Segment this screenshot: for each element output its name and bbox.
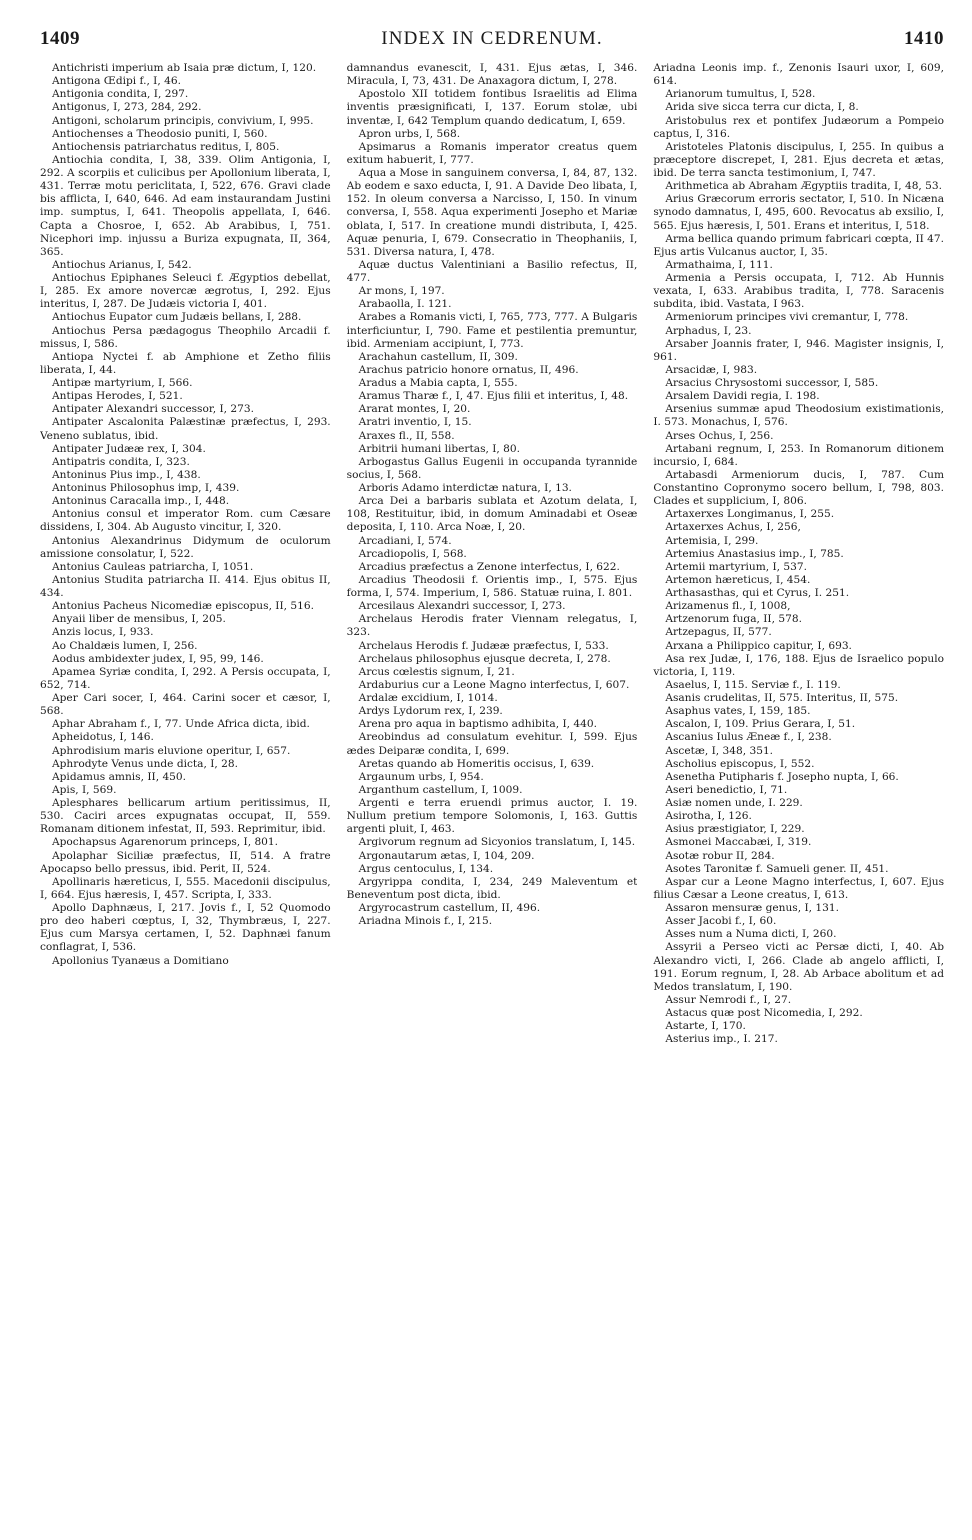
index-entry: Arithmetica ab Abraham Ægyptiis tradita, I, 48, 53. — [665, 180, 943, 193]
index-entry: Argenti e terra eruendi primus auctor, I. 19. Nullum pretium tempore Solomonis, I, 163. Guttis argenti pluit, I, 463. — [346, 797, 638, 836]
left-page-number: 1409 — [40, 28, 80, 49]
index-entry: Ascalon, I, 109. Prius Gerara, I, 51. — [665, 718, 856, 731]
index-entry: Anzis locus, I, 933. — [52, 626, 154, 639]
index-entry: damnandus evanescit, I, 431. Ejus ætas, I, 346. Miracula, I, 73, 431. De Anaxagora dictum, I, 278. — [346, 62, 638, 88]
index-entry: Antoninus Pius imp., I, 438. — [52, 468, 201, 481]
index-entry: Antipater Alexandri successor, I, 273. — [52, 403, 254, 416]
index-entry: Asius præstigiator, I, 229. — [665, 823, 805, 836]
index-entry: Antonius Studita patriarcha II. 414. Ejus obitus II, 434. — [40, 573, 331, 599]
index-entry: Antipas Herodes, I, 521. — [52, 390, 183, 403]
index-entry: Asses num a Numa dicti, I, 260. — [665, 928, 837, 941]
index-entry: Artaxerxes Achus, I, 256, — [665, 521, 801, 534]
index-entry: Antigonia condita, I, 297. — [52, 88, 189, 101]
index-entry: Areobindus ad consulatum evehitur. I, 599. Ejus ædes Deiparæ condita, I, 699. — [346, 731, 638, 757]
index-entry: Antiochus Arianus, I, 542. — [52, 258, 192, 271]
index-entry: Arachahun castellum, II, 309. — [358, 350, 518, 363]
index-entry: Antonius consul et imperator Rom. cum Cæsare dissidens, I, 304. Ab Augusto vincitur, I, 320. — [40, 508, 331, 534]
index-entry: Ascanius Iulus Æneæ f., I, 238. — [665, 731, 832, 744]
right-page-number: 1410 — [904, 28, 944, 49]
index-entry: Aradus a Mabia capta, I, 555. — [358, 377, 518, 389]
index-entry: Arida sive sicca terra cur dicta, I, 8. — [665, 101, 859, 114]
index-entry: Arsacius Chrysostomi successor, I, 585. — [665, 377, 879, 389]
index-entry: Apheidotus, I, 146. — [52, 731, 154, 744]
index-entry: Antonius Cauleas patriarcha, I, 1051. — [52, 560, 254, 573]
index-entry: Artabani regnum, I, 253. In Romanorum ditionem incursio, I, 684. — [653, 442, 944, 468]
page-title: INDEX IN CEDRENUM. — [381, 28, 603, 49]
index-entry: Asanis crudelitas, II, 575. Interitus, II, 575. — [665, 692, 899, 704]
index-entry: Argaunum urbs, I, 954. — [358, 770, 484, 783]
index-entry: Ascholius episcopus, I, 552. — [665, 757, 815, 770]
index-entry: Assaron mensuræ genus, I, 131. — [665, 902, 839, 914]
index-entry: Asser Jacobi f., I, 60. — [665, 915, 777, 928]
index-entry: Arcesilaus Alexandri successor, I, 273. — [358, 600, 566, 613]
index-entry: Antonius Pacheus Nicomediæ episcopus, II, 516. — [52, 600, 314, 613]
index-entry: Antipater Judææ rex, I, 304. — [52, 442, 206, 455]
index-entry: Arca Dei a barbaris sublata et Azotum delata, I, 108, Restituitur, ibid, in domum Aminadabi et Oseæ deposita, I, 110. Arca Noæ, I, 20. — [346, 495, 638, 534]
index-entry: Aquæ ductus Valentiniani a Basilio refectus, II, 477. — [346, 258, 638, 284]
index-entry: Apochapsus Agarenorum princeps, I, 801. — [52, 836, 279, 849]
index-entry: Artzenorum fuga, II, 578. — [665, 613, 802, 626]
index-entry: Artaxerxes Longimanus, I, 255. — [665, 508, 835, 521]
index-entry: Aphrodisium maris eluvione operitur, I, 657. — [52, 744, 291, 757]
index-entry: Apron urbs, I, 568. — [358, 127, 461, 140]
index-entry: Aspar cur a Leone Magno interfectus, I, 607. Ejus filius Cæsar a Leone creatus, I, 613. — [653, 875, 944, 901]
index-entry: Artemisia, I, 299. — [665, 534, 759, 547]
index-entry: Arcadiani, I, 574. — [358, 534, 452, 547]
index-entry: Antichristi imperium ab Isaia præ dictum, I, 120. — [52, 62, 317, 74]
index-entry: Aphrodyte Venus unde dicta, I, 28. — [52, 757, 238, 770]
index-entry: Antipatris condita, I, 323. — [52, 455, 190, 468]
index-entry: Antigoni, scholarum principis, convivium, I, 995. — [52, 114, 314, 127]
index-entry: Assyrii a Perseo victi ac Persæ dicti, I, 40. Ab Alexandro victi, I, 266. Clade ab angelo afflicti, I, 191. Eorum regnum, I, 28. Ab Arbace abolitum et ad Medos translatum, I, 190. — [653, 941, 944, 993]
index-entry: Argonautarum ætas, I, 104, 209. — [358, 849, 535, 862]
index-entry: Artabasdi Armeniorum ducis, I, 787. Cum Constantino Copronymo socero bellum, I, 798, 803. Clades et supplicium, I, 806. — [653, 468, 944, 508]
index-entry: Apis, I, 569. — [52, 783, 117, 796]
index-entry: Asaelus, I, 115. Serviæ f., I. 119. — [665, 678, 841, 691]
index-entry: Antipater Ascalonita Palæstinæ præfectus, I, 293. Veneno sublatus, ibid. — [40, 416, 331, 442]
index-entry: Archelaus Herodis frater Viennam relegatus, I, 323. — [346, 613, 638, 639]
index-entry: Antoninus Caracalla imp., I, 448. — [52, 495, 230, 508]
index-entry: Armathaima, I, 111. — [665, 258, 773, 271]
index-entry: Arabaolla, I. 121. — [358, 298, 452, 311]
index-entry: Antiochenses a Theodosio puniti, I, 560. — [52, 127, 268, 140]
index-entry: Aseri benedictio, I, 71. — [665, 783, 788, 796]
index-entry: Artemii martyrium, I, 537. — [665, 560, 808, 573]
index-entry: Ardys Lydorum rex, I, 239. — [358, 705, 503, 718]
index-entry: Arganthum castellum, I, 1009. — [358, 783, 523, 796]
index-entry: Apolaphar Siciliæ præfectus, II, 514. A fratre Apocapso bello pressus, ibid. Perit, II, 524. — [40, 849, 331, 875]
index-entry: Asotæ robur II, 284. — [665, 849, 775, 862]
index-entry: Arboris Adamo interdictæ natura, I, 13. — [358, 482, 572, 494]
index-entry: Arphadus, I, 23. — [665, 324, 752, 337]
index-entry: Araxes fl., II, 558. — [358, 429, 455, 442]
index-entry: Apollinaris hæreticus, I, 555. Macedonii discipulus, I, 664. Ejus hæresis, I, 457. Scripta, I, 333. — [40, 875, 331, 901]
index-entry: Ariadna Leonis imp. f., Zenonis Isauri uxor, I, 609, 614. — [653, 62, 944, 88]
index-entry: Arius Græcorum erroris sectator, I, 510. In Nicæna synodo damnatus, I, 495, 600. Revocatus ab exsilio, I, 565. Ejus hæresis, I, 501. Erans et interitus, I, 518. — [653, 193, 944, 232]
index-entry: Aper Cari socer, I, 464. Carini socer et cæsor, I, 568. — [40, 692, 331, 718]
index-entry: Antiochensis patriarchatus reditus, I, 805. — [52, 140, 280, 153]
index-entry: Ariadna Minois f., I, 215. — [358, 915, 493, 928]
index-entry: Aplesphares bellicarum artium peritissimus, II, 530. Caciri arces expugnatas occupat, II, 559. Romanam ditionem infestat, II, 593. Reprimitur, ibid. — [40, 797, 331, 836]
index-entry: Antipæ martyrium, I, 566. — [52, 377, 193, 389]
index-entry: Asotes Taronitæ f. Samueli gener. II, 451. — [665, 862, 889, 875]
index-entry: Apollonius Tyanæus a Domitiano — [52, 954, 229, 967]
index-entry: Asenetha Putipharis f. Josepho nupta, I, 66. — [665, 770, 899, 783]
index-entry: Asirotha, I, 126. — [665, 810, 752, 823]
index-entry: Aratri inventio, I, 15. — [358, 416, 472, 429]
index-entry: Antiochus Epiphanes Seleuci f. Ægyptios debellat, I, 285. Ex amore novercæ ægrotus, I, 292. Ejus interitus, I, 287. De Judæis victoria I, 401. — [40, 272, 331, 311]
index-entry: Aretas quando ab Homeritis occisus, I, 639. — [358, 757, 595, 770]
index-entry: Antigona Œdipi f., I, 46. — [52, 75, 181, 88]
index-entry: Arses Ochus, I, 256. — [665, 429, 774, 442]
index-column-3 — [653, 62, 944, 1522]
index-entry: Asmonei Maccabæi, I, 319. — [665, 836, 812, 849]
index-entry: Aphar Abraham f., I, 77. Unde Africa dicta, ibid. — [52, 718, 310, 731]
index-entry: Archelaus Herodis f. Judææ præfectus, I, 533. — [358, 639, 609, 652]
index-entry: Argyrocastrum castellum, II, 496. — [358, 902, 541, 914]
index-entry: Ararat montes, I, 20. — [358, 403, 471, 416]
index-entry: Ar mons, I, 197. — [358, 285, 445, 298]
index-entry: Aristoteles Platonis discipulus, I, 255. In quibus a præceptore discrepet, I, 281. Ejus decreta et ætas, ibid. De terra sancta testimonium, I, 747. — [653, 140, 944, 179]
index-entry: Astacus quæ post Nicomedia, I, 292. — [665, 1007, 863, 1019]
index-entry: Antiochus Persa pædagogus Theophilo Arcadii f. missus, I, 586. — [40, 324, 331, 350]
index-entry: Astarte, I, 170. — [665, 1020, 746, 1033]
index-entry: Arcus cœlestis signum, I, 21. — [358, 665, 515, 678]
index-entry: Arsalem Davidi regia, I. 198. — [665, 390, 820, 403]
index-entry: Ascetæ, I, 348, 351. — [665, 744, 774, 757]
index-entry: Antiopa Nyctei f. ab Amphione et Zetho filiis liberata, I, 44. — [40, 350, 331, 376]
index-entry: Artemius Anastasius imp., I, 785. — [665, 547, 844, 560]
index-entry: Antiochia condita, I, 38, 339. Olim Antigonia, I, 292. A scorpiis et culicibus per Apollonium liberata, I, 431. Terræ motu periclitata, I, 522, 676. Gravi clade bis afflicta, I, 640, 646. Ad eam instaurandam Justini imp. sumptus, I, 641. Theopolis appellata, I, 646. Capta a Chosroe, I, 652. Ab Arabibus, I, 751. Nicephori imp. injussu a Buriza expugnata, II, 364, 365. — [40, 153, 331, 258]
index-entry: Antigonus, I, 273, 284, 292. — [52, 101, 202, 114]
index-entry: Aqua a Mose in sanguinem conversa, I, 84, 87, 132. Ab eodem e saxo educta, I, 91. A Davide Deo libata, I, 152. In oleum conversa a Narcisso, I, 150. In vinum conversa, I, 558. Aqua experimenti Josepho et Mariæ oblata, I, 517. In creatione mundi distributa, I, 425. Aquæ penuria, I, 679. Consecratio in Theophaniis, I, 531. Diversa natura, I, 478. — [346, 167, 638, 258]
index-entry: Arxana a Philippico capitur, I, 693. — [665, 639, 852, 652]
index-entry: Arbitrii humani libertas, I, 80. — [358, 442, 521, 455]
index-entry: Assur Nemrodi f., I, 27. — [665, 993, 792, 1006]
index-entry: Asiæ nomen unde, I. 229. — [665, 797, 803, 809]
index-entry: Arabes a Romanis victi, I, 765, 773, 777. A Bulgaris interficiuntur, I, 790. Fame et pestilentia premuntur, ibid. Armeniam accipiunt, I, 773. — [346, 311, 638, 350]
index-entry: Artzepagus, II, 577. — [665, 626, 772, 639]
index-entry: Arianorum tumultus, I, 528. — [665, 88, 816, 101]
index-entry: Asterius imp., I. 217. — [665, 1033, 778, 1046]
index-entry: Arsacidæ, I, 983. — [665, 363, 758, 376]
index-entry: Arena pro aqua in baptismo adhibita, I, 440. — [358, 718, 597, 731]
index-entry: Armeniorum principes vivi cremantur, I, 778. — [665, 311, 909, 324]
index-entry: Antiochus Eupator cum Judæis bellans, I, 288. — [52, 311, 302, 324]
index-entry: Artemon hæreticus, I, 454. — [665, 573, 811, 586]
index-column-2 — [347, 62, 638, 1522]
index-entry: Arcadius præfectus a Zenone interfectus, I, 622. — [358, 560, 620, 573]
index-entry: Aristobulus rex et pontifex Judæorum a Pompeio captus, I, 316. — [653, 114, 944, 140]
index-entry: Arbogastus Gallus Eugenii in occupanda tyrannide socius, I, 568. — [346, 455, 638, 481]
index-entry: Argus centoculus, I, 134. — [358, 862, 494, 875]
index-entry: Apsimarus a Romanis imperator creatus quem exitum habuerit, I, 777. — [346, 140, 638, 166]
index-entry: Arizamenus fl., I, 1008, — [665, 600, 791, 613]
index-entry: Aramus Tharæ f., I, 47. Ejus filii et interitus, I, 48. — [358, 390, 629, 403]
index-entry: Argivorum regnum ad Sicyonios translatum, I, 145. — [358, 836, 636, 849]
page-header — [40, 28, 944, 62]
index-entry: Apidamus amnis, II, 450. — [52, 770, 187, 783]
index-entry: Apostolo XII totidem fontibus Israelitis ad Elima inventis præsignificati, I, 137. Eorum stolæ, ubi inventæ, I, 642 Templum quando dedicatum, I, 659. — [346, 88, 638, 127]
index-entry: Aodus ambidexter judex, I, 95, 99, 146. — [52, 652, 264, 665]
index-entry: Archelaus philosophus ejusque decreta, I, 278. — [358, 652, 611, 665]
index-entry: Arma bellica quando primum fabricari cœpta, II 47. Ejus artis Vulcanus auctor, I, 35. — [653, 232, 944, 258]
index-column-1 — [40, 62, 331, 1522]
index-entry: Asaphus vates, I, 159, 185. — [665, 705, 811, 718]
index-entry: Anyaii liber de mensibus, I, 205. — [52, 613, 226, 626]
index-entry: Arachus patricio honore ornatus, II, 496. — [358, 363, 579, 376]
index-entry: Arsenius summæ apud Theodosium existimationis, I. 573. Monachus, I, 576. — [653, 403, 944, 429]
index-entry: Antonius Alexandrinus Didymum de oculorum amissione consolatur, I, 522. — [40, 534, 331, 560]
index-entry: Arcadiopolis, I, 568. — [358, 547, 467, 560]
index-entry: Armenia a Persis occupata, I, 712. Ab Hunnis vexata, I, 633. Arabibus tradita, I, 778. Saracenis subdita, ibid. Vastata, I 963. — [653, 272, 944, 311]
index-entry: Arcadius Theodosii f. Orientis imp., I, 575. Ejus forma, I, 574. Imperium, I, 586. Statuæ ruina, I. 801. — [346, 573, 638, 599]
index-entry: Antoninus Philosophus imp, I, 439. — [52, 482, 240, 494]
index-entry: Ao Chaldæis lumen, I, 256. — [52, 639, 198, 652]
index-entry: Ardalæ excidium, I, 1014. — [358, 692, 498, 704]
index-entry: Arthasasthas, qui et Cyrus, I. 251. — [665, 587, 850, 599]
index-entry: Apamea Syriæ condita, I, 292. A Persis occupata, I, 652, 714. — [40, 665, 331, 691]
index-entry: Apollo Daphnæus, I, 217. Jovis f., I, 52 Quomodo pro deo haberi cœptus, I, 32, Thymbræus, I, 227. Ejus cum Marsya certamen, I, 52. Daphnæi fanum conflagrat, I, 536. — [40, 902, 331, 954]
index-entry: Arsaber Joannis frater, I, 946. Magister insignis, I, 961. — [653, 337, 944, 363]
index-entry: Argyrippa condita, I, 234, 249 Maleventum et Beneventum post dicta, ibid. — [346, 875, 638, 901]
index-entry: Ardaburius cur a Leone Magno interfectus, I, 607. — [358, 678, 630, 691]
index-columns — [40, 62, 944, 1522]
index-entry: Asa rex Judæ, I, 176, 188. Ejus de Israelico populo victoria, I, 119. — [653, 652, 944, 678]
